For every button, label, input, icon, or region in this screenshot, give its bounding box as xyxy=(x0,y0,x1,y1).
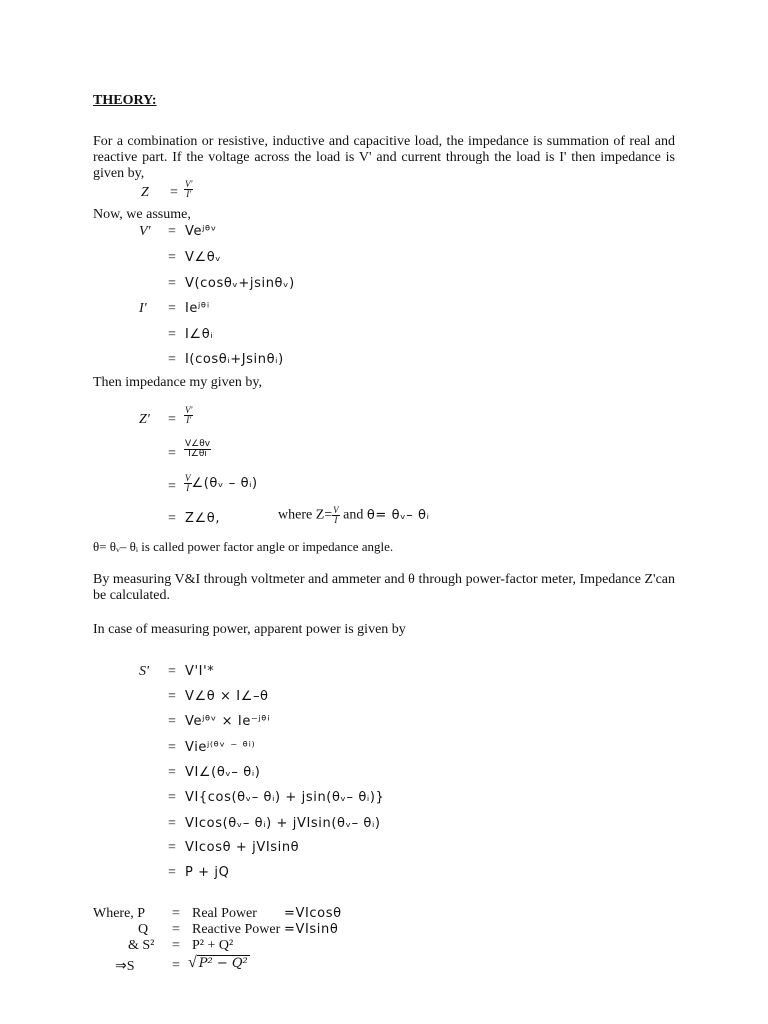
s-expr-1: V'I'* xyxy=(185,664,215,679)
zp-eq-3: = xyxy=(168,479,176,494)
where-q-desc: Reactive Power xyxy=(192,922,281,937)
i-expr-3: I(cosθᵢ+Jsinθᵢ) xyxy=(185,352,284,367)
z-denominator: I' xyxy=(186,189,192,199)
where-s-radicand: P² − Q² xyxy=(198,956,248,971)
i-eq-1: = xyxy=(168,301,176,316)
z-equals: = xyxy=(170,185,178,200)
zp-fraction-1 xyxy=(184,406,193,425)
zp-f3-den: I xyxy=(186,483,190,493)
s-lhs: S' xyxy=(139,664,149,679)
v-expr-3: V(cosθᵥ+jsinθᵥ) xyxy=(185,276,295,291)
where-s2-label: & S² xyxy=(128,938,155,953)
zp-lhs: Z' xyxy=(139,412,150,427)
s-eq-2: = xyxy=(168,689,176,704)
s-eq-6: = xyxy=(168,790,176,805)
zp-f1-den: I' xyxy=(186,415,192,425)
s-eq-7: = xyxy=(168,816,176,831)
where-z-clause xyxy=(278,506,430,525)
where-q-label: Q xyxy=(138,922,149,937)
zp-eq-4: = xyxy=(168,511,176,526)
where-s2-eq: = xyxy=(172,938,180,953)
zp-f1-num: V' xyxy=(185,405,193,415)
theta-definition: θ= θᵥ– θᵢ is called power factor angle or impedance angle. xyxy=(93,539,394,554)
where-theta: θ= θᵥ– θᵢ xyxy=(366,508,430,523)
where-z-pre: where Z= xyxy=(278,507,333,523)
zp-expr-4: Z∠θ, xyxy=(185,511,221,526)
v-expr-1: Veʲᶿᵛ xyxy=(185,224,217,239)
zp-f2-num: V∠θv xyxy=(185,439,211,449)
zp-f2-den: I∠θi xyxy=(188,449,207,459)
i-eq-3: = xyxy=(168,352,176,367)
zp-fraction-2 xyxy=(184,440,211,459)
where-p-label: Where, P xyxy=(93,906,146,921)
where-z-and: and xyxy=(343,507,364,523)
v-expr-2: V∠θᵥ xyxy=(185,250,222,265)
v-eq-3: = xyxy=(168,276,176,291)
zp-f3-num: V xyxy=(185,473,191,483)
s-eq-4: = xyxy=(168,740,176,755)
s-expr-2: V∠θ × I∠–θ xyxy=(185,689,269,704)
where-p-eq: = xyxy=(172,906,180,921)
sqrt-sign-icon: √ xyxy=(188,954,197,971)
z-fraction xyxy=(184,180,193,199)
assume-text: Now, we assume, xyxy=(93,207,191,222)
s-eq-8: = xyxy=(168,840,176,855)
where-p-formula: =VIcosθ xyxy=(284,906,342,921)
intro-paragraph: For a combination or resistive, inductive and capacitive load, the impedance is summation of real and reactive part. If the voltage across the load is V' and current through the load is I' then impedance is given by, xyxy=(93,134,675,181)
where-s-label: ⇒S xyxy=(115,959,135,974)
s-expr-5: VI∠(θᵥ– θᵢ) xyxy=(185,765,261,780)
s-eq-3: = xyxy=(168,714,176,729)
theory-heading: THEORY: xyxy=(93,93,157,108)
s-expr-7: VIcos(θᵥ– θᵢ) + jVIsin(θᵥ– θᵢ) xyxy=(185,816,381,831)
where-q-formula: =VIsinθ xyxy=(284,922,339,937)
v-lhs: V' xyxy=(139,224,151,239)
where-p-desc: Real Power xyxy=(192,906,257,921)
i-lhs: I' xyxy=(139,301,147,316)
zp-eq-1: = xyxy=(168,412,176,427)
where-q-eq: = xyxy=(172,922,180,937)
zp-line-3 xyxy=(184,474,258,493)
where-s-sqrt xyxy=(188,954,250,972)
power-intro: In case of measuring power, apparent power is given by xyxy=(93,622,406,637)
s-expr-8: VIcosθ + jVIsinθ xyxy=(185,840,300,855)
s-expr-3: Veʲᶿᵛ × Ie⁻ʲᶿⁱ xyxy=(185,714,271,729)
zp-f3-rest: ∠(θᵥ – θᵢ) xyxy=(191,476,258,491)
s-eq-1: = xyxy=(168,664,176,679)
s-expr-4: Vieʲ⁽ᶿᵛ ⁻ ᶿⁱ⁾ xyxy=(185,740,256,755)
where-s-eq: = xyxy=(172,958,180,973)
z-symbol: Z xyxy=(141,185,149,200)
zp-eq-2: = xyxy=(168,446,176,461)
s-eq-9: = xyxy=(168,865,176,880)
measure-paragraph: By measuring V&I through voltmeter and ammeter and θ through power-factor meter, Impedance Z'can be calculated. xyxy=(93,572,675,603)
s-eq-5: = xyxy=(168,765,176,780)
where-s2-desc: P² + Q² xyxy=(192,938,234,953)
s-expr-6: VI{cos(θᵥ– θᵢ) + jsin(θᵥ– θᵢ)} xyxy=(185,790,385,805)
v-eq-1: = xyxy=(168,224,176,239)
v-eq-2: = xyxy=(168,250,176,265)
z-numerator: V' xyxy=(185,179,193,189)
i-expr-1: Ieʲᶿⁱ xyxy=(185,301,210,316)
where-z-den: I xyxy=(334,515,338,525)
then-text: Then impedance my given by, xyxy=(93,375,262,390)
where-z-num: V xyxy=(333,505,339,515)
s-expr-9: P + jQ xyxy=(185,865,230,880)
i-eq-2: = xyxy=(168,327,176,342)
i-expr-2: I∠θᵢ xyxy=(185,327,214,342)
